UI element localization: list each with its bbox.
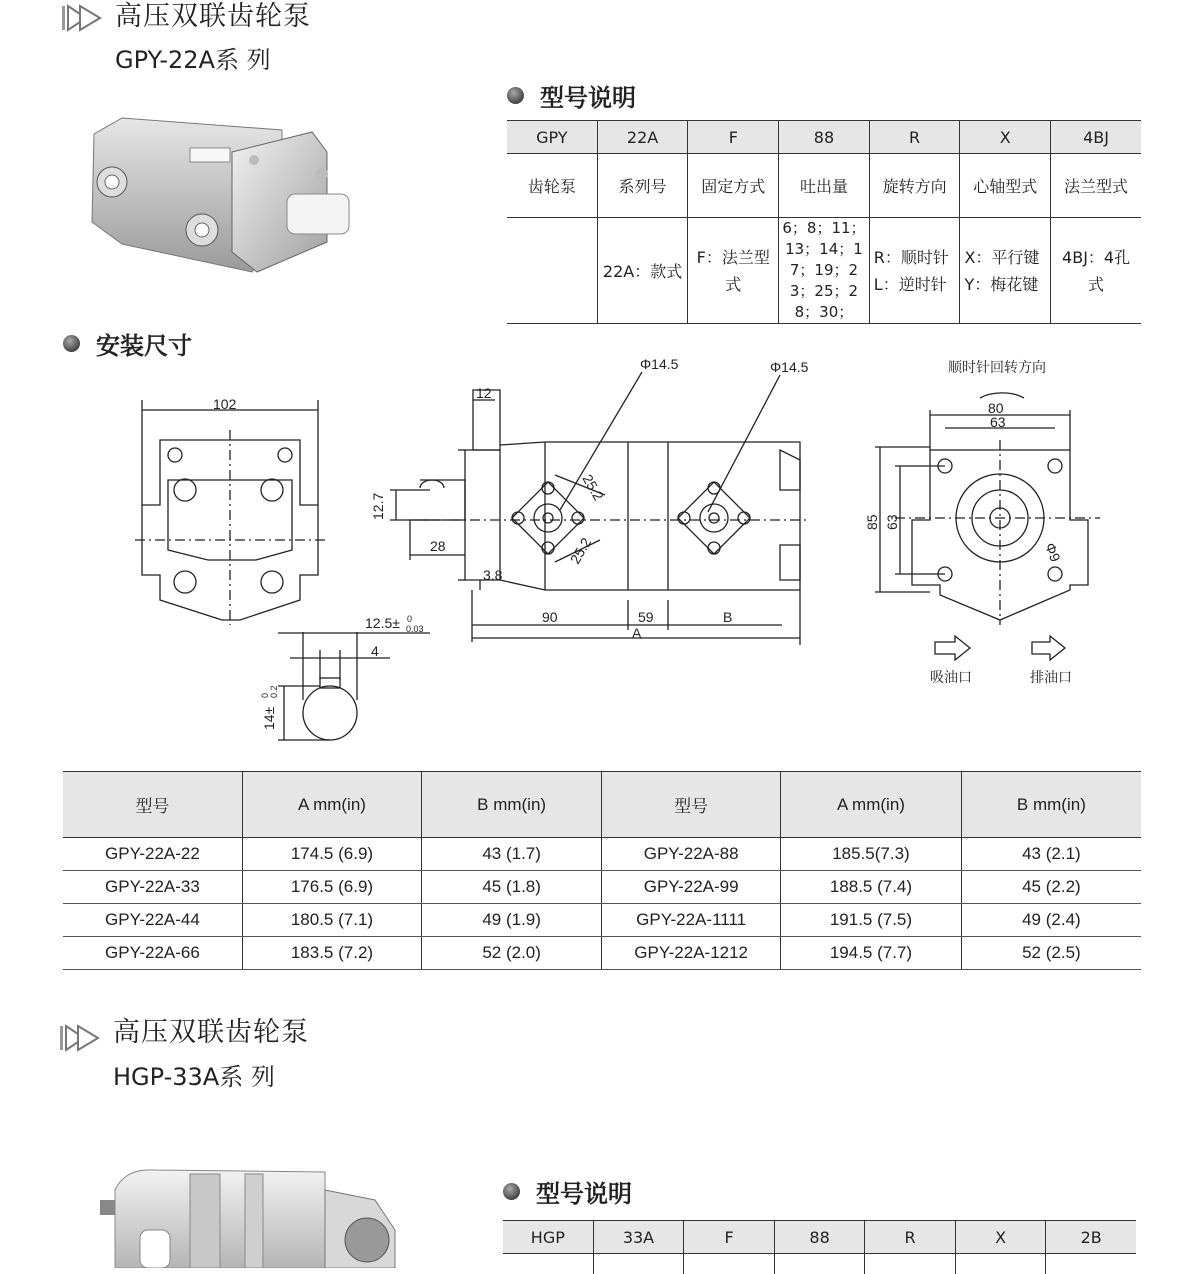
dim-25-2-b: 25.2 [566, 534, 595, 567]
dim-header: A mm(in) [242, 772, 421, 838]
section-title: 高压双联齿轮泵 [115, 1, 311, 32]
dim-key-tol-low: 0.2 [269, 685, 279, 698]
model-heading [503, 1174, 632, 1209]
model-code: R [865, 1221, 956, 1254]
dim-a: A [632, 625, 642, 641]
model-table [507, 120, 1141, 324]
model-code: 22A [597, 121, 688, 154]
model-option: R：顺时针 L：逆时针 [869, 218, 960, 324]
section-title: 高压双联齿轮泵 [113, 1017, 309, 1048]
table-cell: GPY-22A-66 [63, 937, 242, 970]
model-code: 2B [1046, 1221, 1136, 1254]
model-option: X：平行键 Y：梅花键 [960, 218, 1051, 324]
model-code: 33A [593, 1221, 684, 1254]
model-option: 4BJ：4孔式 [1051, 218, 1141, 324]
inlet-label: 吸油口 [930, 669, 972, 685]
dim-12: 12 [476, 385, 492, 401]
model-option [507, 218, 597, 324]
dim-63-b: 63 [884, 514, 900, 530]
table-row [63, 838, 1141, 871]
dim-key-h: 14± [261, 706, 277, 730]
model-code: 4BJ [1051, 121, 1141, 154]
model-code: F [688, 121, 779, 154]
model-option: 22A：款式 [597, 218, 688, 324]
section-arrow-icon [60, 2, 104, 34]
dim-80: 80 [988, 400, 1004, 416]
model-heading [507, 78, 636, 113]
model-code: X [960, 121, 1051, 154]
model-name: 吐出量 [779, 154, 870, 218]
dim-12-7: 12.7 [370, 492, 386, 520]
dim-shaft: 12.5± [365, 615, 400, 631]
dimension-table [63, 771, 1141, 970]
table-cell: GPY-22A-1212 [602, 937, 781, 970]
model-code: 88 [774, 1221, 865, 1254]
dim-85: 85 [864, 514, 880, 530]
model-name: 系列号 [597, 154, 688, 218]
dim-header-row [63, 772, 1141, 838]
model-names-row [503, 1254, 1136, 1274]
model-options-row [507, 218, 1141, 324]
table-cell: 45 (1.8) [422, 871, 602, 904]
dim-b: B [723, 609, 733, 625]
pump-photo [95, 1160, 405, 1268]
model-code: X [955, 1221, 1046, 1254]
model-name: 心轴型式 [960, 154, 1051, 218]
dim-header: 型号 [602, 772, 781, 838]
dim-header: B mm(in) [422, 772, 602, 838]
table-cell: 43 (2.1) [961, 838, 1141, 871]
rotation-label: 顺时针回转方向 [948, 359, 1046, 375]
model-code: F [684, 1221, 775, 1254]
table-cell: 188.5 (7.4) [781, 871, 962, 904]
model-codes-row [503, 1221, 1136, 1254]
table-cell: 52 (2.5) [961, 937, 1141, 970]
bullet-icon [507, 87, 524, 104]
technical-drawing [0, 350, 1204, 750]
model-code: 88 [779, 121, 870, 154]
table-cell: GPY-22A-44 [63, 904, 242, 937]
model-name: 法兰型式 [1051, 154, 1141, 218]
table-cell: 174.5 (6.9) [242, 838, 421, 871]
table-cell: GPY-22A-99 [602, 871, 781, 904]
table-cell: GPY-22A-33 [63, 871, 242, 904]
model-code: R [869, 121, 960, 154]
table-row [63, 904, 1141, 937]
dim-phi-2: Φ14.5 [770, 359, 809, 375]
model-name: 齿轮泵 [527, 177, 576, 196]
model-table [503, 1220, 1136, 1274]
dim-59: 59 [638, 609, 654, 625]
dim-phi-1: Φ14.5 [640, 356, 679, 372]
bullet-icon [503, 1183, 520, 1200]
model-heading-text: 型号说明 [540, 84, 636, 112]
table-cell: 49 (1.9) [422, 904, 602, 937]
series-name: GPY-22A系 列 [115, 46, 271, 74]
table-cell: 52 (2.0) [422, 937, 602, 970]
table-cell: 191.5 (7.5) [781, 904, 962, 937]
table-cell: 45 (2.2) [961, 871, 1141, 904]
model-code: HGP [503, 1221, 593, 1254]
model-option: F：法兰型式 [688, 218, 779, 324]
dim-102: 102 [213, 396, 237, 412]
model-codes-row [507, 121, 1141, 154]
table-cell: 183.5 (7.2) [242, 937, 421, 970]
model-names-row [507, 154, 1141, 218]
table-cell: 176.5 (6.9) [242, 871, 421, 904]
model-name: 旋转方向 [869, 154, 960, 218]
dim-63-a: 63 [990, 414, 1006, 430]
table-cell: 185.5(7.3) [781, 838, 962, 871]
outlet-label: 排油口 [1030, 669, 1072, 685]
model-option: 6；8；11；13；14；17；19；23；25；28；30； [779, 218, 870, 324]
dim-phi-9: Φ9 [1042, 540, 1064, 564]
table-cell: 194.5 (7.7) [781, 937, 962, 970]
dim-25-2-a: 25.2 [579, 471, 607, 504]
dim-3-8: 3.8 [483, 567, 503, 583]
section-arrow-icon [58, 1022, 102, 1054]
dim-28: 28 [430, 538, 446, 554]
dim-header: 型号 [63, 772, 242, 838]
table-cell: 43 (1.7) [422, 838, 602, 871]
model-heading-text: 型号说明 [536, 1180, 632, 1208]
model-name: 固定方式 [688, 154, 779, 218]
dim-key-tol-up: 0 [260, 692, 270, 698]
dim-key-w: 4 [371, 643, 379, 659]
series-name: HGP-33A系 列 [113, 1063, 275, 1091]
table-row [63, 871, 1141, 904]
dim-header: A mm(in) [781, 772, 962, 838]
table-cell: GPY-22A-1111 [602, 904, 781, 937]
table-cell: 49 (2.4) [961, 904, 1141, 937]
table-cell: GPY-22A-88 [602, 838, 781, 871]
model-code: GPY [507, 121, 597, 154]
dim-shaft-tol-low: 0.03 [406, 624, 424, 634]
install-heading-text: 安装尺寸 [96, 332, 192, 360]
dim-shaft-tol-up: 0 [407, 614, 413, 624]
pump-photo [82, 112, 362, 282]
dim-90: 90 [542, 609, 558, 625]
dim-header: B mm(in) [961, 772, 1141, 838]
table-cell: 180.5 (7.1) [242, 904, 421, 937]
table-cell: GPY-22A-22 [63, 838, 242, 871]
table-row [63, 937, 1141, 970]
